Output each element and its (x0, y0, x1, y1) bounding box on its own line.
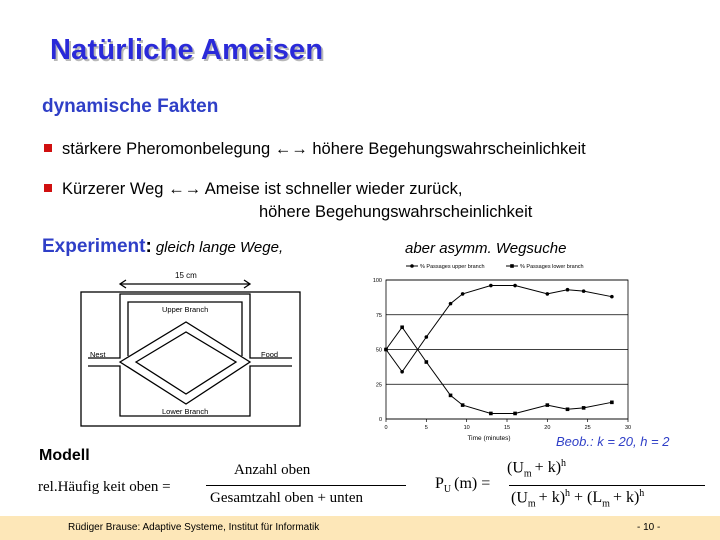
formula2-fraction-bar (509, 485, 705, 486)
model-heading: Modell (39, 447, 90, 464)
series-line-lower (386, 327, 612, 413)
bullet-continuation: höhere Begehungswahrscheinlichkeit (259, 203, 533, 221)
dimension-label: 15 cm (175, 271, 197, 280)
upper-branch-outer (88, 294, 292, 358)
data-point-lower (546, 403, 550, 407)
passages-chart (340, 256, 640, 446)
experiment-colon: : (145, 236, 152, 257)
bullet-text: Kürzerer Weg ←→ Ameise ist schneller wieder zurück, (62, 180, 463, 198)
data-point-lower (513, 412, 517, 416)
formula1-fraction-bar (206, 485, 406, 486)
diamond-inner (136, 332, 236, 394)
formula2-lhs (435, 475, 490, 495)
food-label: Food (261, 350, 279, 359)
formula2-den2-sup: h (639, 488, 645, 499)
experiment-line (42, 236, 283, 258)
bullet-text: stärkere Pheromonbelegung ←→ höhere Begehungswahrscheinlichkeit (62, 140, 586, 158)
bullet-marker (44, 184, 52, 192)
formula1-numerator: Anzahl oben (234, 462, 311, 478)
experiment-note: aber asymm. Wegsuche (405, 240, 567, 257)
y-tick-label: 0 (378, 417, 382, 423)
x-tick-label: 15 (503, 425, 511, 431)
formula2-den-plus: + (L (574, 489, 603, 507)
observation-params: : k = 20, h = 2 (589, 434, 670, 449)
data-point-lower (461, 403, 465, 407)
y-tick-label: 25 (375, 382, 382, 389)
data-point-lower (489, 412, 493, 416)
section-subtitle: dynamische Fakten (42, 96, 219, 117)
formula2-den1-sub: m (527, 498, 536, 510)
page-number: - 10 - (637, 522, 661, 533)
y-tick-label: 50 (375, 347, 382, 354)
formula-relative-frequency (38, 462, 418, 512)
data-point-upper (566, 288, 570, 292)
formula2-num-sub: m (523, 468, 532, 480)
bridge-diagram (80, 266, 302, 428)
data-point-lower (400, 325, 404, 329)
legend-label: % Passages lower branch (520, 264, 584, 270)
data-point-upper (546, 292, 550, 296)
x-tick-label: 10 (463, 425, 470, 431)
observation-prefix: Beob. (556, 434, 590, 449)
slide-title: Natürliche Ameisen (50, 34, 324, 66)
footer-bar (0, 516, 720, 540)
formula-probability (435, 456, 715, 514)
x-tick-label: 30 (624, 425, 632, 431)
data-point-upper (400, 370, 404, 374)
data-point-lower (384, 348, 388, 352)
data-point-lower (449, 394, 453, 398)
experiment-description: gleich lange Wege, (155, 239, 284, 256)
legend-label: % Passages upper branch (420, 264, 485, 270)
observation-note (556, 434, 669, 449)
formula2-numerator (507, 458, 566, 480)
legend-marker (510, 264, 514, 268)
data-point-lower (582, 406, 586, 410)
diamond-outer (120, 322, 250, 404)
formula2-den1-open: (U (511, 489, 528, 507)
footer-author: Rüdiger Brause: Adaptive Systeme, Institut für Informatik (68, 522, 320, 533)
x-tick-label: 5 (424, 425, 428, 431)
data-point-upper (461, 292, 465, 296)
y-tick-label: 100 (372, 278, 382, 284)
formula2-den1-rest: + k) (538, 489, 566, 507)
formula2-num-sup: h (561, 458, 567, 469)
formula2-num-rest: + k) (534, 459, 562, 477)
data-point-upper (489, 284, 493, 288)
x-tick-label: 25 (584, 425, 591, 431)
data-point-upper (425, 335, 429, 339)
formula2-p: P (435, 475, 444, 492)
data-point-lower (425, 360, 429, 364)
formula1-lhs: rel.Häufig keit oben = (38, 479, 171, 495)
lower-branch-label: Lower Branch (162, 407, 209, 416)
data-point-upper (449, 302, 453, 306)
formula2-den2-rest: + k) (612, 489, 640, 507)
data-point-upper (513, 284, 517, 288)
formula2-den1-sup: h (565, 488, 571, 499)
data-point-upper (610, 295, 614, 299)
experiment-label: Experiment (42, 236, 146, 257)
series-line-upper (386, 286, 612, 372)
data-point-lower (610, 401, 614, 405)
formula2-p-sub: U (443, 484, 452, 496)
upper-branch-label: Upper Branch (162, 305, 209, 314)
formula2-num-open: (U (507, 459, 524, 477)
formula2-arg: (m) = (454, 475, 491, 492)
y-tick-label: 75 (375, 312, 382, 319)
nest-label: Nest (90, 350, 106, 359)
formula1-denominator: Gesamtzahl oben + unten (210, 490, 363, 506)
bullet-marker (44, 144, 52, 152)
data-point-lower (566, 407, 570, 411)
legend-marker (410, 264, 414, 268)
bullet-pheromone (44, 140, 586, 159)
bullet-shorter-path (44, 180, 462, 199)
x-tick-label: 20 (544, 425, 551, 431)
formula2-den2-sub: m (602, 498, 610, 510)
formula2-denominator (511, 488, 644, 510)
x-tick-label: 0 (384, 425, 388, 431)
data-point-upper (582, 289, 586, 293)
x-axis-label: Time (minutes) (467, 435, 511, 442)
